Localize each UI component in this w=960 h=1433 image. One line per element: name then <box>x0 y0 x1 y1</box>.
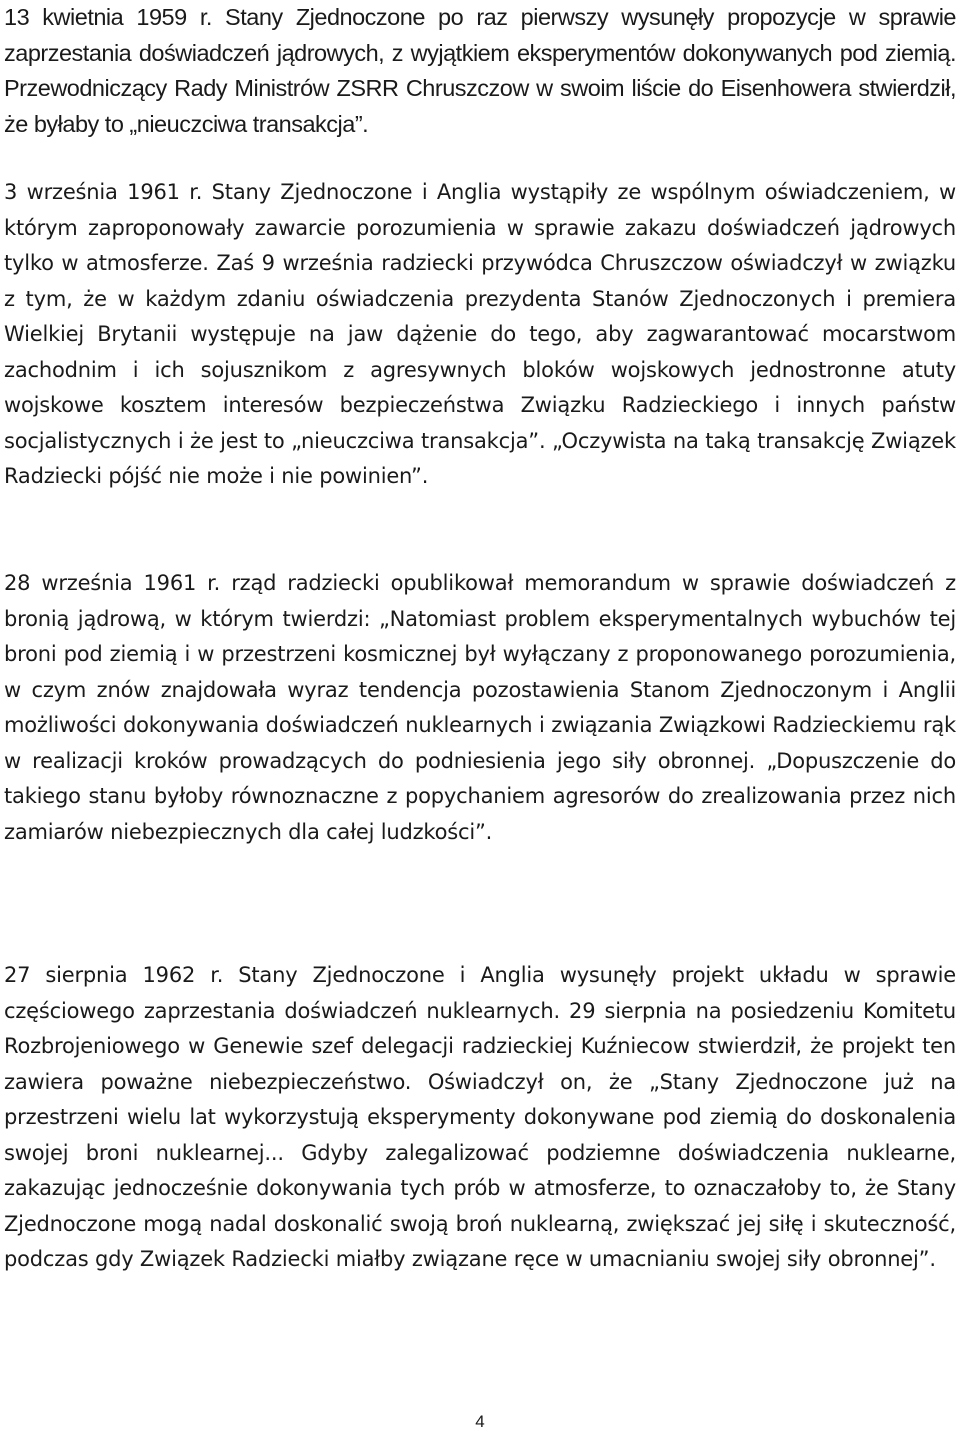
paragraph-text: rząd radziecki opublikował memorandum w sprawie doświadczeń z bronią jądrową, w którym twierdzi: „Natomiast problem eksperymentalnych wybuchów tej broni pod ziemią i w przestrzeni kosmicznej był wyłączany z proponowanego porozumienia, w czym znów znajdowała wyraz tendencja pozostawienia Stanom Zjednoczonym i Anglii możliwości dokonywania doświadczeń nuklearnych i związania Związkowi Radzieckiemu rąk w realizacji kroków prowadzących do podniesienia jego siły obronnej. „Dopuszczenie do takiego stanu byłoby równoznaczne z popychaniem agresorów do zrealizowania przez nich zamiarów niebezpiecznych dla całej ludzkości”. <box>4 571 956 844</box>
paragraph-date: 3 września 1961 r. <box>4 180 203 204</box>
paragraph-date: 13 kwietnia 1959 r. <box>4 4 212 30</box>
paragraph-text: Stany Zjednoczone i Anglia wysunęły projekt układu w sprawie częściowego zaprzestania doświadczeń nuklearnych. 29 sierpnia na posiedzeniu Komitetu Rozbrojeniowego w Genewie szef delegacji radzieckiej Kuźniecow stwierdził, że projekt ten zawiera poważne niebezpieczeństwo. Oświadczył on, że „Stany Zjednoczone już na przestrzeni wielu lat wykorzystują eksperymenty dokonywane pod ziemią do doskonalenia swojej broni nuklearnej... Gdyby zalegalizować podziemne doświadczenia nuklearne, zakazując jednocześnie dokonywania tych prób w atmosferze, to oznaczałoby to, że Stany Zjednoczone mogą nadal doskonalić swoją broń nuklearną, zwiększać jej siłę i skuteczność, podczas gdy Związek Radziecki miałby związane ręce w umacnianiu swojej siły obronnej”. <box>4 963 956 1271</box>
paragraph-date: 27 sierpnia 1962 r. <box>4 963 224 987</box>
paragraph-text: Stany Zjednoczone po raz pierwszy wysunęły propozycje w sprawie zaprzestania doświadczeń jądrowych, z wyjątkiem eksperymentów dokonywanych pod ziemią. Przewodniczący Rady Ministrów ZSRR Chruszczow w swoim liście do Eisenhowera stwierdził, że byłaby to „nieuczciwa transakcja”. <box>4 4 956 137</box>
paragraph-1961-joint-statement <box>4 175 956 495</box>
paragraph-text: Stany Zjednoczone i Anglia wystąpiły ze wspólnym oświadczeniem, w którym zaproponowały zawarcie porozumienia w sprawie zakazu doświadczeń jądrowych tylko w atmosferze. Zaś 9 września radziecki przywódca Chruszczow oświadczył w związku z tym, że w każdym zdaniu oświadczenia prezydenta Stanów Zjednoczonych i premiera Wielkiej Brytanii występuje na jaw dążenie do tego, aby zagwarantować mocarstwom zachodnim i ich sojusznikom z agresywnych bloków wojskowych jednostronne atuty wojskowe kosztem interesów bezpieczeństwa Związku Radzieckiego i innych państw socjalistycznych i że jest to „nieuczciwa transakcja”. „Oczywista na taką transakcję Związek Radziecki pójść nie może i nie powinien”. <box>4 180 956 488</box>
paragraph-1959-proposal <box>4 0 956 142</box>
page-number: 4 <box>475 1412 485 1431</box>
paragraph-1962-draft-treaty <box>4 958 956 1278</box>
paragraph-1961-memorandum <box>4 566 956 850</box>
paragraph-date: 28 września 1961 r. <box>4 571 221 595</box>
